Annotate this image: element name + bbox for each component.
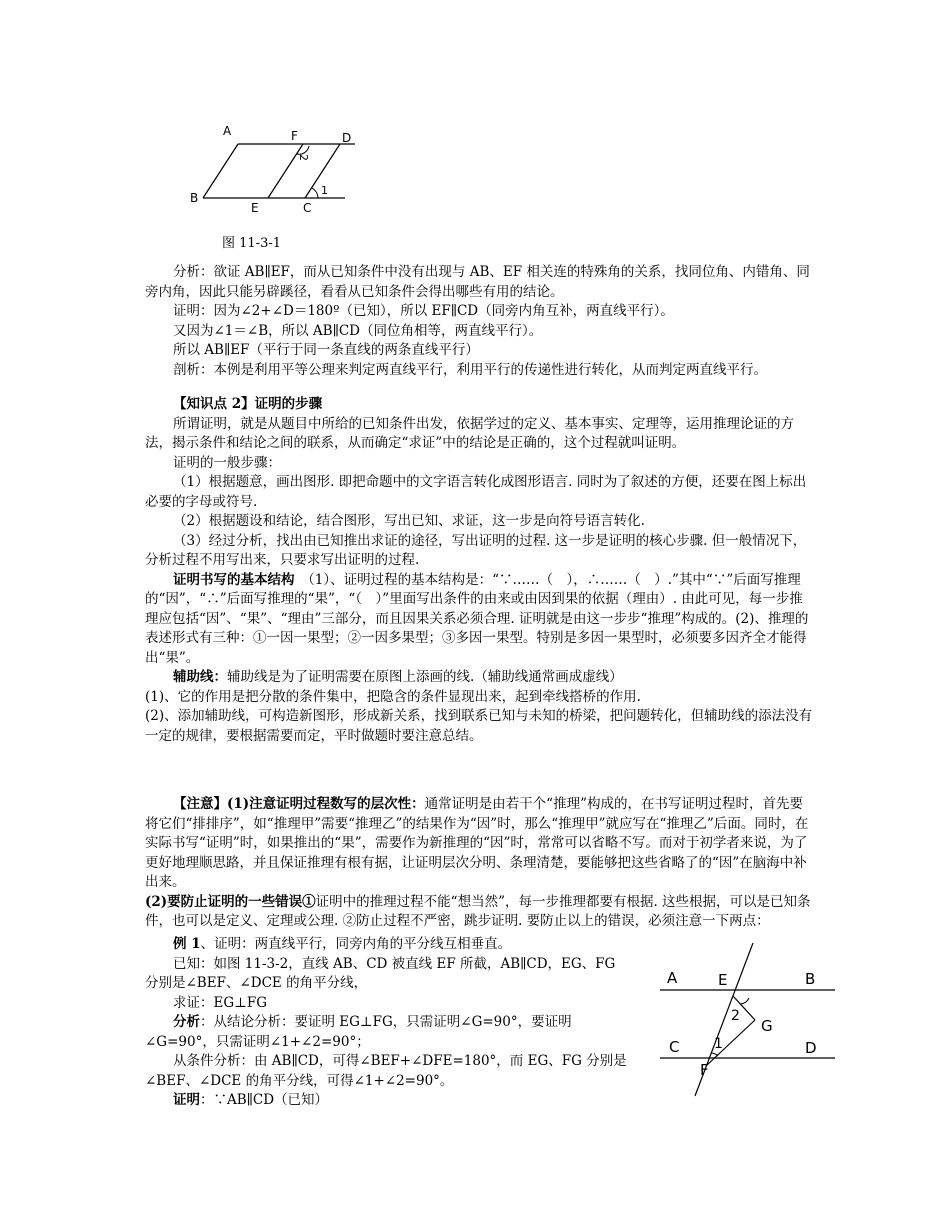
example-1-analysis-1: ：从结论分析：要证明 EG⊥FG，只需证明∠G=90°，要证明∠G=90°，只需证明∠1+∠2=90°； [145, 1014, 572, 1050]
note-text-1: 通常证明是由若干个“推理”构成的，在书写证明过程时，首先要将它们“排排序”，如“推理甲”需要“推理乙”的结果作为“因”时，那么“推理甲”就应写在“推理乙”后面。同时，在实际书写“证明”时，如果推出的“果”，需要作为新推理的“因”时，常常可以省略不写。而对于初学者来说，为了更好地理顺思路，并且保证推理有根有据，让证明层次分明、条理清楚，要能够把这些省略了的“因”在脑海中补出来。 [145, 796, 809, 890]
example-1-label: 例 1 [173, 936, 201, 952]
fig2-label-g: G [761, 1017, 773, 1035]
kp2-structure-label: 证明书写的基本结构 [173, 571, 295, 588]
example-1-given: 已知：如图 11-3-2，直线 AB、CD 被直线 EF 所截，AB∥CD，EG、FG 分别是∠BEF、∠DCE 的角平分线， [145, 955, 616, 991]
note-label-2: (2)要防止证明的一些错误① [145, 893, 316, 910]
analysis-p1: 分析：欲证 AB∥EF，而从已知条件中没有出现与 AB、EF 相关连的特殊角的关系，找同位角、内错角、同旁内角，因此只能另辟蹊径，看看从已知条件会得出哪些有用的结论。 [145, 264, 810, 300]
fig1-label-b: B [190, 191, 199, 205]
kp2-heading: 【知识点 2】证明的步骤 [173, 396, 323, 412]
kp2-p2: 证明的一般步骤： [173, 454, 281, 471]
kp2-structure-text: （1）、证明过程的基本结构是：“∵……（ ），∴……（ ）.”其中“∵”后面写推理的“因”，“∴”后面写推理的“果”，“（ ）”里面写出条件的由来或由因到果的依据（理由）. 由此可见，每一步推理应包括“因”、“果”、“理由”三部分，而且因果关系必须合理. 证明就是由这一步步“推理”构成的。(2)、推理的表述形式有三种：①一因一果型；②一因多果型；③多因一果型。特别是多因一果型时，必须要多因齐全才能得出“果”。 [145, 571, 809, 666]
example-1-proof-label: 证明 [173, 1092, 200, 1108]
kp2-aux-text: 辅助线是为了证明需要在原图上添画的线.（辅助线通常画成虚线） [227, 669, 623, 685]
kp2-aux-label: 辅助线： [173, 669, 227, 685]
note-label-1: 【注意】(1)注意证明过程数写的层次性： [173, 796, 425, 812]
fig2-label-c: C [669, 1038, 680, 1056]
fig2-label-e: E [718, 971, 728, 989]
kp2-aux-1: (1)、它的作用是把分散的条件集中，把隐含的条件显现出来，起到牵线搭桥的作用. [145, 688, 641, 705]
fig1-label-f: F [291, 129, 298, 143]
note-p2 [145, 893, 815, 932]
fig1-label-a: A [223, 124, 232, 138]
analysis-block [145, 263, 815, 380]
example-1-proof [145, 1091, 630, 1111]
kp2-p1: 所谓证明，就是从题目中所给的已知条件出发，依据学过的定义、基本事实、定理等，运用推理论证的方法，揭示条件和结论之间的联系，从而确定“求证”中的结论是正确的，这个过程就叫证明。 [145, 415, 794, 451]
analysis-p2: 证明：因为∠2+∠D＝180º（已知），所以 EF∥CD（同旁内角互补，两直线平行）。 [173, 303, 674, 319]
example-1-analysis-2: 从条件分析：由 AB∥CD，可得∠BEF+∠DFE=180°，而 EG、FG 分别是∠BEF、∠DCE 的角平分线，可得∠1+∠2=90°。 [145, 1053, 627, 1089]
fig2-label-f: F [700, 1061, 709, 1079]
fig1-angle-1: 1 [321, 184, 328, 197]
note-text-2: 证明中的推理过程不能“想当然”，每一步推理都要有根据. 这些根据，可以是已知条件，也可以是定义、定理或公理. ②防止过程不严密，跳步证明. 要防止以上的错误，必须注意一下两点： [145, 893, 811, 929]
analysis-p3: 又因为∠1＝∠B，所以 AB∥CD（同位角相等，两直线平行）。 [173, 322, 543, 339]
analysis-p5: 剖析：本例是利用平等公理来判定两直线平行，利用平行的传递性进行转化，从而判定两直线平行。 [173, 361, 767, 378]
fig2-angle-1: 1 [714, 1036, 723, 1052]
example-1-analysis [145, 1013, 630, 1052]
figure-11-3-2 [655, 938, 835, 1103]
example-1-title-text: 、证明：两直线平行，同旁内角的平分线互相垂直。 [200, 936, 512, 952]
figure-1-caption: 图 11-3-1 [222, 236, 282, 251]
knowledge-point-2 [145, 395, 815, 746]
kp2-aux-2: (2)、添加辅助线，可构造新图形，形成新关系，找到联系已知与未知的桥梁，把问题转化，但辅助线的添法没有一定的规律，要根据需要而定，平时做题时要注意总结。 [145, 708, 813, 744]
note-p1 [145, 795, 815, 893]
fig1-angle-2: 2 [297, 154, 310, 161]
fig1-label-c: C [303, 201, 312, 215]
kp2-aux [145, 668, 815, 688]
kp2-structure [145, 571, 815, 669]
fig2-label-b: B [805, 970, 816, 988]
example-1-proof-text: ：∵AB∥CD（已知） [200, 1092, 329, 1108]
figure-11-3-1 [185, 118, 360, 218]
example-1-prove: 求证：EG⊥FG [173, 994, 267, 1011]
fig2-label-a: A [667, 969, 678, 987]
fig2-label-d: D [805, 1039, 817, 1057]
kp2-step-2: （2）根据题设和结论，结合图形，写出已知、求证，这一步是向符号语言转化. [173, 513, 645, 529]
example-1 [145, 935, 630, 1111]
example-1-analysis-label: 分析 [173, 1014, 200, 1030]
fig1-label-e: E [251, 201, 259, 215]
fig1-label-d: D [342, 131, 352, 145]
fig2-angle-2: 2 [731, 1008, 740, 1024]
note-block [145, 795, 815, 932]
analysis-p4: 所以 AB∥EF（平行于同一条直线的两条直线平行） [173, 342, 479, 358]
kp2-step-3: （3）经过分析，找出由已知推出求证的途径，写出证明的过程. 这一步是证明的核心步骤. 但一般情况下，分析过程不用写出来，只要求写出证明的过程. [145, 532, 807, 568]
example-1-title [145, 935, 630, 955]
kp2-step-1: （1）根据题意，画出图形. 即把命题中的文字语言转化成图形语言. 同时为了叙述的方便，还要在图上标出必要的字母或符号. [145, 474, 807, 510]
